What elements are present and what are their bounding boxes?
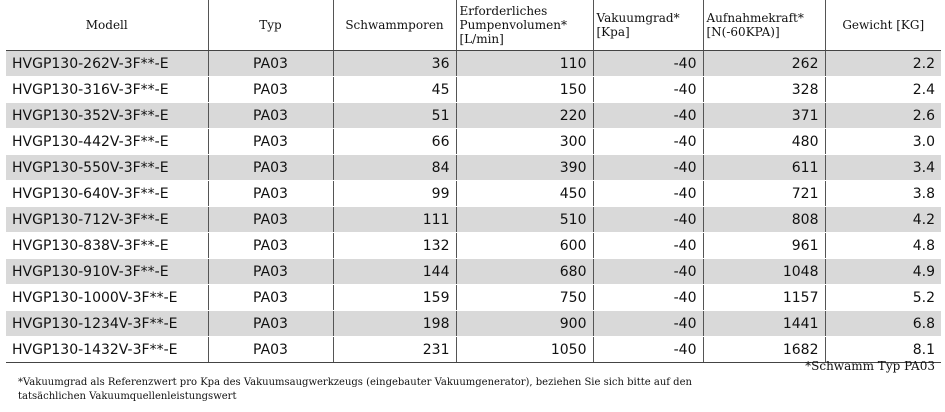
cell-modell: HVGP130-352V-3F**-E [6, 103, 208, 129]
cell-modell: HVGP130-442V-3F**-E [6, 129, 208, 155]
cell-typ: PA03 [208, 103, 333, 129]
cell-pumpenvolumen: 900 [456, 311, 593, 337]
cell-schwammporen: 144 [333, 259, 456, 285]
table-row [6, 259, 941, 285]
cell-aufnahmekraft: 1441 [703, 311, 825, 337]
table-row [6, 285, 941, 311]
cell-pumpenvolumen: 150 [456, 77, 593, 103]
cell-vakuumgrad: -40 [593, 155, 703, 181]
cell-modell: HVGP130-1234V-3F**-E [6, 311, 208, 337]
cell-vakuumgrad: -40 [593, 259, 703, 285]
cell-schwammporen: 198 [333, 311, 456, 337]
header-row [6, 0, 941, 51]
header-gewicht: Gewicht [KG] [825, 0, 941, 51]
cell-pumpenvolumen: 750 [456, 285, 593, 311]
cell-pumpenvolumen: 510 [456, 207, 593, 233]
header-aufnahmekraft: Aufnahmekraft* [N(-60KPA)] [703, 0, 825, 51]
header-pumpenvolumen: Erforderliches Pumpenvolumen* [L/min] [456, 0, 593, 51]
cell-gewicht: 2.6 [825, 103, 941, 129]
cell-typ: PA03 [208, 311, 333, 337]
cell-pumpenvolumen: 300 [456, 129, 593, 155]
cell-typ: PA03 [208, 181, 333, 207]
cell-aufnahmekraft: 262 [703, 51, 825, 77]
table-row [6, 103, 941, 129]
table-body [6, 51, 941, 363]
sponge-type-note: *Schwamm Typ PA03 [805, 359, 935, 373]
cell-schwammporen: 159 [333, 285, 456, 311]
cell-pumpenvolumen: 680 [456, 259, 593, 285]
table-row [6, 155, 941, 181]
cell-modell: HVGP130-1432V-3F**-E [6, 337, 208, 363]
table-row [6, 311, 941, 337]
cell-schwammporen: 45 [333, 77, 456, 103]
cell-aufnahmekraft: 328 [703, 77, 825, 103]
cell-modell: HVGP130-262V-3F**-E [6, 51, 208, 77]
cell-vakuumgrad: -40 [593, 337, 703, 363]
cell-typ: PA03 [208, 129, 333, 155]
cell-gewicht: 2.2 [825, 51, 941, 77]
cell-gewicht: 3.4 [825, 155, 941, 181]
cell-modell: HVGP130-640V-3F**-E [6, 181, 208, 207]
cell-gewicht: 3.8 [825, 181, 941, 207]
header-schwammporen: Schwammporen [333, 0, 456, 51]
cell-pumpenvolumen: 220 [456, 103, 593, 129]
cell-aufnahmekraft: 480 [703, 129, 825, 155]
cell-vakuumgrad: -40 [593, 285, 703, 311]
cell-vakuumgrad: -40 [593, 207, 703, 233]
cell-aufnahmekraft: 961 [703, 233, 825, 259]
cell-aufnahmekraft: 1048 [703, 259, 825, 285]
table-row [6, 77, 941, 103]
cell-modell: HVGP130-910V-3F**-E [6, 259, 208, 285]
cell-aufnahmekraft: 611 [703, 155, 825, 181]
cell-pumpenvolumen: 600 [456, 233, 593, 259]
cell-schwammporen: 36 [333, 51, 456, 77]
cell-aufnahmekraft: 721 [703, 181, 825, 207]
cell-schwammporen: 99 [333, 181, 456, 207]
header-modell: Modell [6, 0, 208, 51]
cell-aufnahmekraft: 371 [703, 103, 825, 129]
header-vakuumgrad: Vakuumgrad* [Kpa] [593, 0, 703, 51]
cell-typ: PA03 [208, 337, 333, 363]
cell-schwammporen: 84 [333, 155, 456, 181]
cell-vakuumgrad: -40 [593, 311, 703, 337]
cell-gewicht: 4.8 [825, 233, 941, 259]
cell-aufnahmekraft: 808 [703, 207, 825, 233]
cell-pumpenvolumen: 450 [456, 181, 593, 207]
cell-typ: PA03 [208, 285, 333, 311]
cell-schwammporen: 66 [333, 129, 456, 155]
cell-modell: HVGP130-316V-3F**-E [6, 77, 208, 103]
table-row [6, 233, 941, 259]
cell-modell: HVGP130-712V-3F**-E [6, 207, 208, 233]
cell-vakuumgrad: -40 [593, 181, 703, 207]
table-row [6, 51, 941, 77]
table-row [6, 129, 941, 155]
cell-gewicht: 4.9 [825, 259, 941, 285]
cell-modell: HVGP130-550V-3F**-E [6, 155, 208, 181]
cell-typ: PA03 [208, 259, 333, 285]
cell-gewicht: 4.2 [825, 207, 941, 233]
cell-typ: PA03 [208, 207, 333, 233]
cell-typ: PA03 [208, 155, 333, 181]
cell-modell: HVGP130-838V-3F**-E [6, 233, 208, 259]
cell-aufnahmekraft: 1682 [703, 337, 825, 363]
spec-table [6, 0, 941, 363]
cell-vakuumgrad: -40 [593, 233, 703, 259]
cell-aufnahmekraft: 1157 [703, 285, 825, 311]
cell-typ: PA03 [208, 233, 333, 259]
cell-pumpenvolumen: 110 [456, 51, 593, 77]
header-typ: Typ [208, 0, 333, 51]
cell-gewicht: 8.1 [825, 337, 941, 363]
cell-pumpenvolumen: 390 [456, 155, 593, 181]
cell-schwammporen: 51 [333, 103, 456, 129]
cell-vakuumgrad: -40 [593, 103, 703, 129]
vacuum-footnote: *Vakuumgrad als Referenzwert pro Kpa des Vakuumsaugwerkzeugs (eingebauter Vakuumgenerator), beziehen Sie sich bitte auf den tatsächlichen Vakuumquellenleistungswert [18, 377, 692, 402]
cell-schwammporen: 111 [333, 207, 456, 233]
cell-modell: HVGP130-1000V-3F**-E [6, 285, 208, 311]
cell-typ: PA03 [208, 51, 333, 77]
cell-vakuumgrad: -40 [593, 129, 703, 155]
cell-vakuumgrad: -40 [593, 51, 703, 77]
cell-vakuumgrad: -40 [593, 77, 703, 103]
cell-typ: PA03 [208, 77, 333, 103]
table-row [6, 207, 941, 233]
cell-gewicht: 6.8 [825, 311, 941, 337]
cell-gewicht: 5.2 [825, 285, 941, 311]
cell-schwammporen: 231 [333, 337, 456, 363]
table-row [6, 337, 941, 363]
cell-schwammporen: 132 [333, 233, 456, 259]
cell-gewicht: 3.0 [825, 129, 941, 155]
cell-gewicht: 2.4 [825, 77, 941, 103]
table-row [6, 181, 941, 207]
cell-pumpenvolumen: 1050 [456, 337, 593, 363]
